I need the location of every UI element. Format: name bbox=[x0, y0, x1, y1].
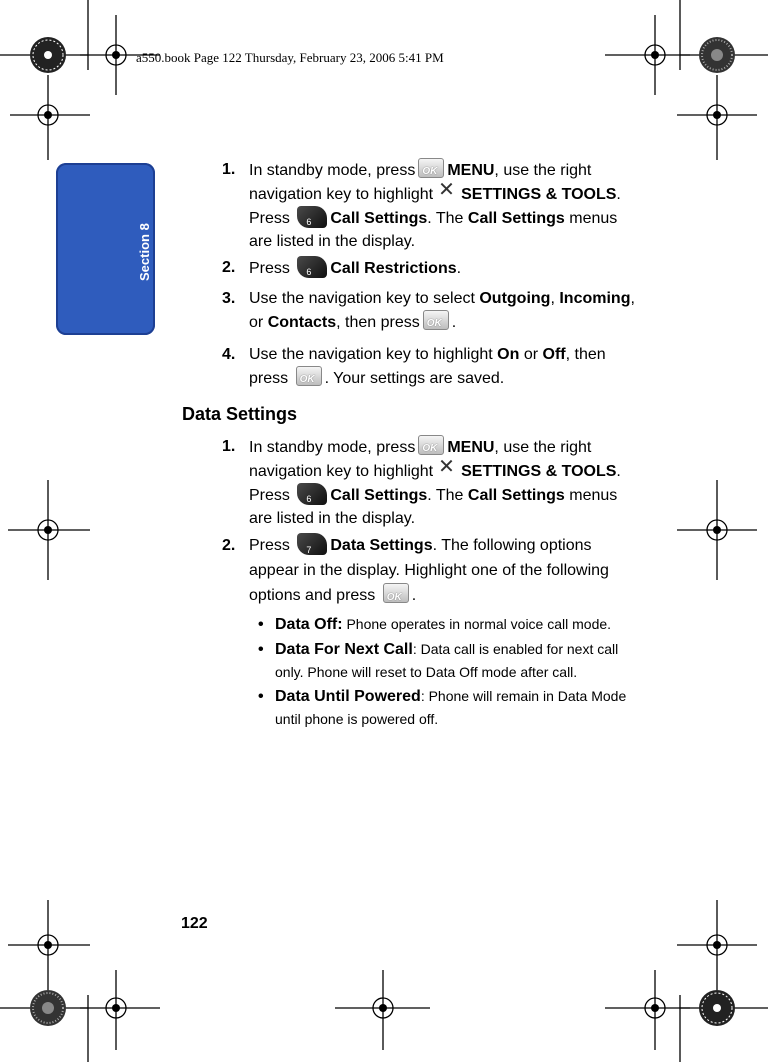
settings-tools-icon bbox=[436, 459, 458, 479]
ok-key-icon bbox=[296, 366, 322, 386]
ok-key-icon bbox=[423, 310, 449, 330]
starburst-target bbox=[30, 37, 66, 73]
section-tab-label: Section 8 bbox=[137, 223, 152, 281]
key-6-icon: 6 bbox=[297, 256, 327, 278]
manual-page: a550.book Page 122 Thursday, February 23, 2006 5:41 PM Section 8 1. In standby mode, pressOK MENU, use the right navigation key to highlight✕ SETTINGS & TOOLS. Press 6 Call Settings. The Call Settings menus are listed in the display. 2. Press 6 Call Restrictions. 3. Use the navigation key to select Outgoing, Incoming, or Contacts, then pressOK . 4. Use the navigation key to highlight On or Off, then press OK . Your settings are saved. Data Settings 1. In standby mode, pressOK MENU, use the right navigation key to highlight✕ SETTINGS & TOOLS. Press 6 Call Settings. The Call Settings menus are listed in the display. 2. Press 7 Data Settings. The following options appear in the display. Highlight one of the following options and press OK . • Data Off: Phone operates in normal voice call mode. • Data For Next Call: Data call is enabled for next call only. Phone will reset to Data Off mode after call. • Data Until Powered: Phone will remain in Data Mode until phone is powered off. 122 bbox=[0, 0, 768, 1062]
print-header: a550.book Page 122 Thursday, February 23, 2006 5:41 PM bbox=[136, 50, 444, 65]
starburst-target bbox=[699, 990, 735, 1026]
starburst-target bbox=[30, 990, 66, 1026]
ok-key-icon bbox=[383, 583, 409, 603]
ok-key-icon bbox=[418, 158, 444, 178]
section-heading: Data Settings bbox=[182, 404, 298, 424]
settings-tools-icon bbox=[436, 182, 458, 202]
key-7-icon: 7 bbox=[297, 533, 327, 555]
key-6-icon: 6 bbox=[297, 483, 327, 505]
page-number: 122 bbox=[181, 915, 208, 932]
starburst-target bbox=[699, 37, 735, 73]
ok-key-icon bbox=[418, 435, 444, 455]
key-6-icon: 6 bbox=[297, 206, 327, 228]
